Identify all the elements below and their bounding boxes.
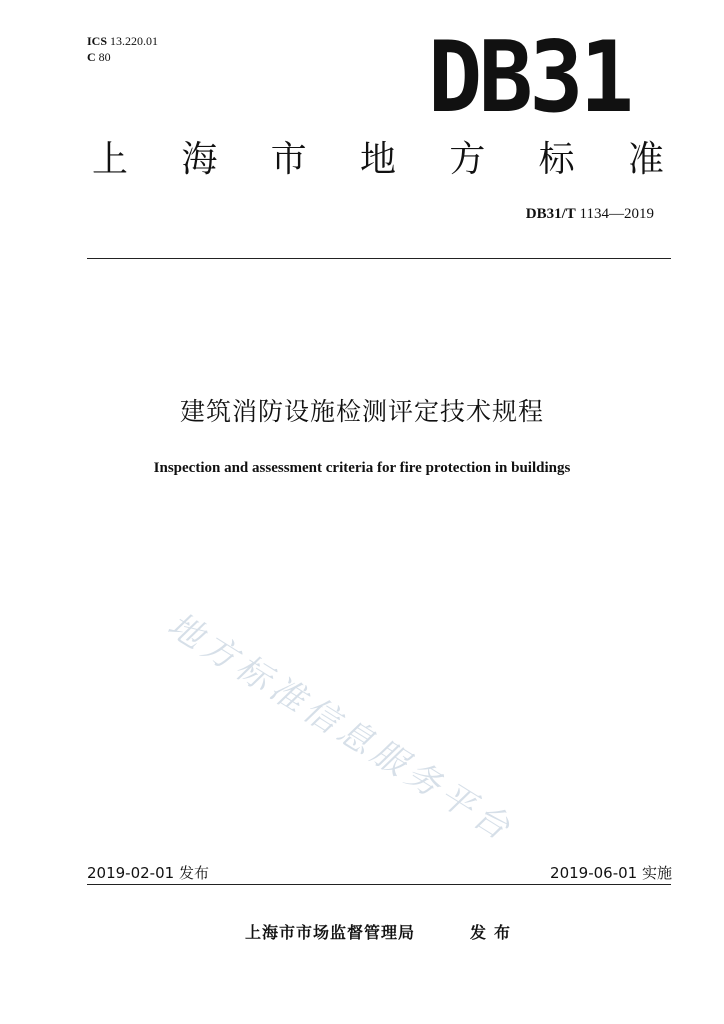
bottom-divider (87, 884, 671, 885)
document-title-english: Inspection and assessment criteria for fire protection in buildings (153, 460, 571, 476)
document-title-chinese: 建筑消防设施检测评定技术规程 (179, 397, 544, 426)
ics-code: 13.220.01 (110, 34, 159, 48)
ics-line (87, 33, 158, 49)
title-char: 市 (270, 139, 307, 180)
standard-code-prefix: DB31/T (525, 206, 576, 222)
title-char: 方 (449, 139, 486, 180)
ics-label: ICS (87, 34, 108, 48)
ccs-label: C (87, 50, 96, 64)
issued-label: 发布 (470, 923, 519, 942)
title-char: 准 (627, 139, 664, 180)
ccs-line (87, 49, 158, 65)
standard-code-number: 1134—2019 (579, 206, 654, 222)
ccs-code: 80 (98, 50, 111, 64)
classification-codes (87, 33, 158, 65)
watermark: 地方标准信息服务平台 (160, 604, 521, 851)
issuing-authority: 上海市市场监督管理局 (245, 923, 416, 942)
title-char: 标 (538, 139, 575, 180)
title-char: 地 (359, 139, 396, 180)
title-char: 海 (181, 139, 218, 180)
standard-type-title (92, 140, 664, 180)
standard-code (526, 206, 654, 223)
db31-logo: DB31 (428, 21, 631, 135)
title-char: 上 (92, 139, 129, 180)
top-divider (87, 258, 671, 259)
publish-date: 2019-02-01 发布 (87, 864, 209, 882)
implement-date: 2019-06-01 实施 (550, 864, 672, 882)
